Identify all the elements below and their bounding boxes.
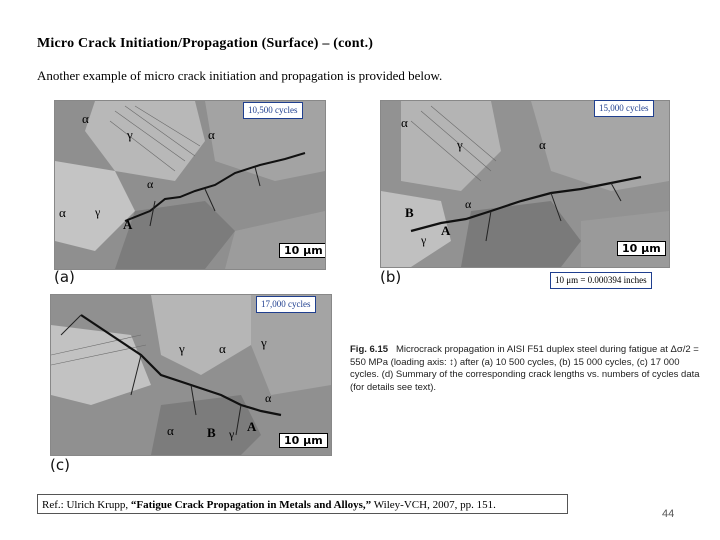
reference-suffix: Wiley-VCH, 2007, pp. 151. xyxy=(371,499,496,511)
phase-label: α xyxy=(465,197,472,211)
cycles-badge-b: 15,000 cycles xyxy=(594,100,654,117)
reference-prefix: Ref.: Ulrich Krupp, xyxy=(42,499,131,511)
reference-box xyxy=(37,494,568,514)
phase-label: α xyxy=(59,205,66,220)
phase-label: α xyxy=(82,111,89,126)
phase-label: γ xyxy=(127,127,133,142)
phase-label: γ xyxy=(457,137,463,152)
phase-label: α xyxy=(539,137,546,152)
scale-bar: 10 μm xyxy=(279,433,328,448)
figure-id: Fig. 6.15 xyxy=(350,344,389,355)
crack-point-label: A xyxy=(247,419,257,434)
reference-title: “Fatigue Crack Propagation in Metals and Alloys,” xyxy=(130,499,372,511)
phase-label: γ xyxy=(95,205,101,219)
cycles-badge-c: 17,000 cycles xyxy=(256,296,316,313)
phase-label: α xyxy=(167,423,174,438)
phase-label: γ xyxy=(229,427,235,441)
phase-label: α xyxy=(147,177,154,191)
phase-label: α xyxy=(219,341,226,356)
panel-label-a: (a) xyxy=(54,268,75,286)
slide-title: Micro Crack Initiation/Propagation (Surface) – (cont.) xyxy=(37,36,374,51)
phase-label: α xyxy=(401,115,408,130)
phase-label: γ xyxy=(421,233,427,247)
scale-bar: 10 μm xyxy=(279,243,326,258)
crack-point-label: A xyxy=(441,223,451,238)
micrograph-b xyxy=(380,100,670,268)
cycles-badge-a: 10,500 cycles xyxy=(243,102,303,119)
figure-caption xyxy=(350,344,705,394)
panel-label-b: (b) xyxy=(380,268,402,286)
page-number: 44 xyxy=(662,508,675,520)
crack-point-label: B xyxy=(405,205,414,220)
phase-label: α xyxy=(208,127,215,142)
slide-intro: Another example of micro crack initiation and propagation is provided below. xyxy=(37,68,443,83)
phase-label: α xyxy=(265,391,272,405)
phase-label: γ xyxy=(261,335,267,350)
caption-text: Microcrack propagation in AISI F51 duplex steel during fatigue at Δσ/2 = 550 MPa (loading axis: ↕) after (a) 10 500 cycles, (b) 15 000 cycles, (c) 17 000 cycles. (d) Summary of the corresponding crack lengths vs. numbers of cycles data (for details see text). xyxy=(350,344,700,393)
micrograph-a xyxy=(54,100,326,270)
scale-bar: 10 μm xyxy=(617,241,666,256)
crack-point-label: B xyxy=(207,425,216,440)
panel-label-c: (c) xyxy=(50,456,70,474)
conversion-note: 10 μm = 0.000394 inches xyxy=(550,272,652,289)
crack-point-label: A xyxy=(123,217,133,232)
micrograph-c xyxy=(50,294,332,456)
phase-label: γ xyxy=(179,341,185,356)
